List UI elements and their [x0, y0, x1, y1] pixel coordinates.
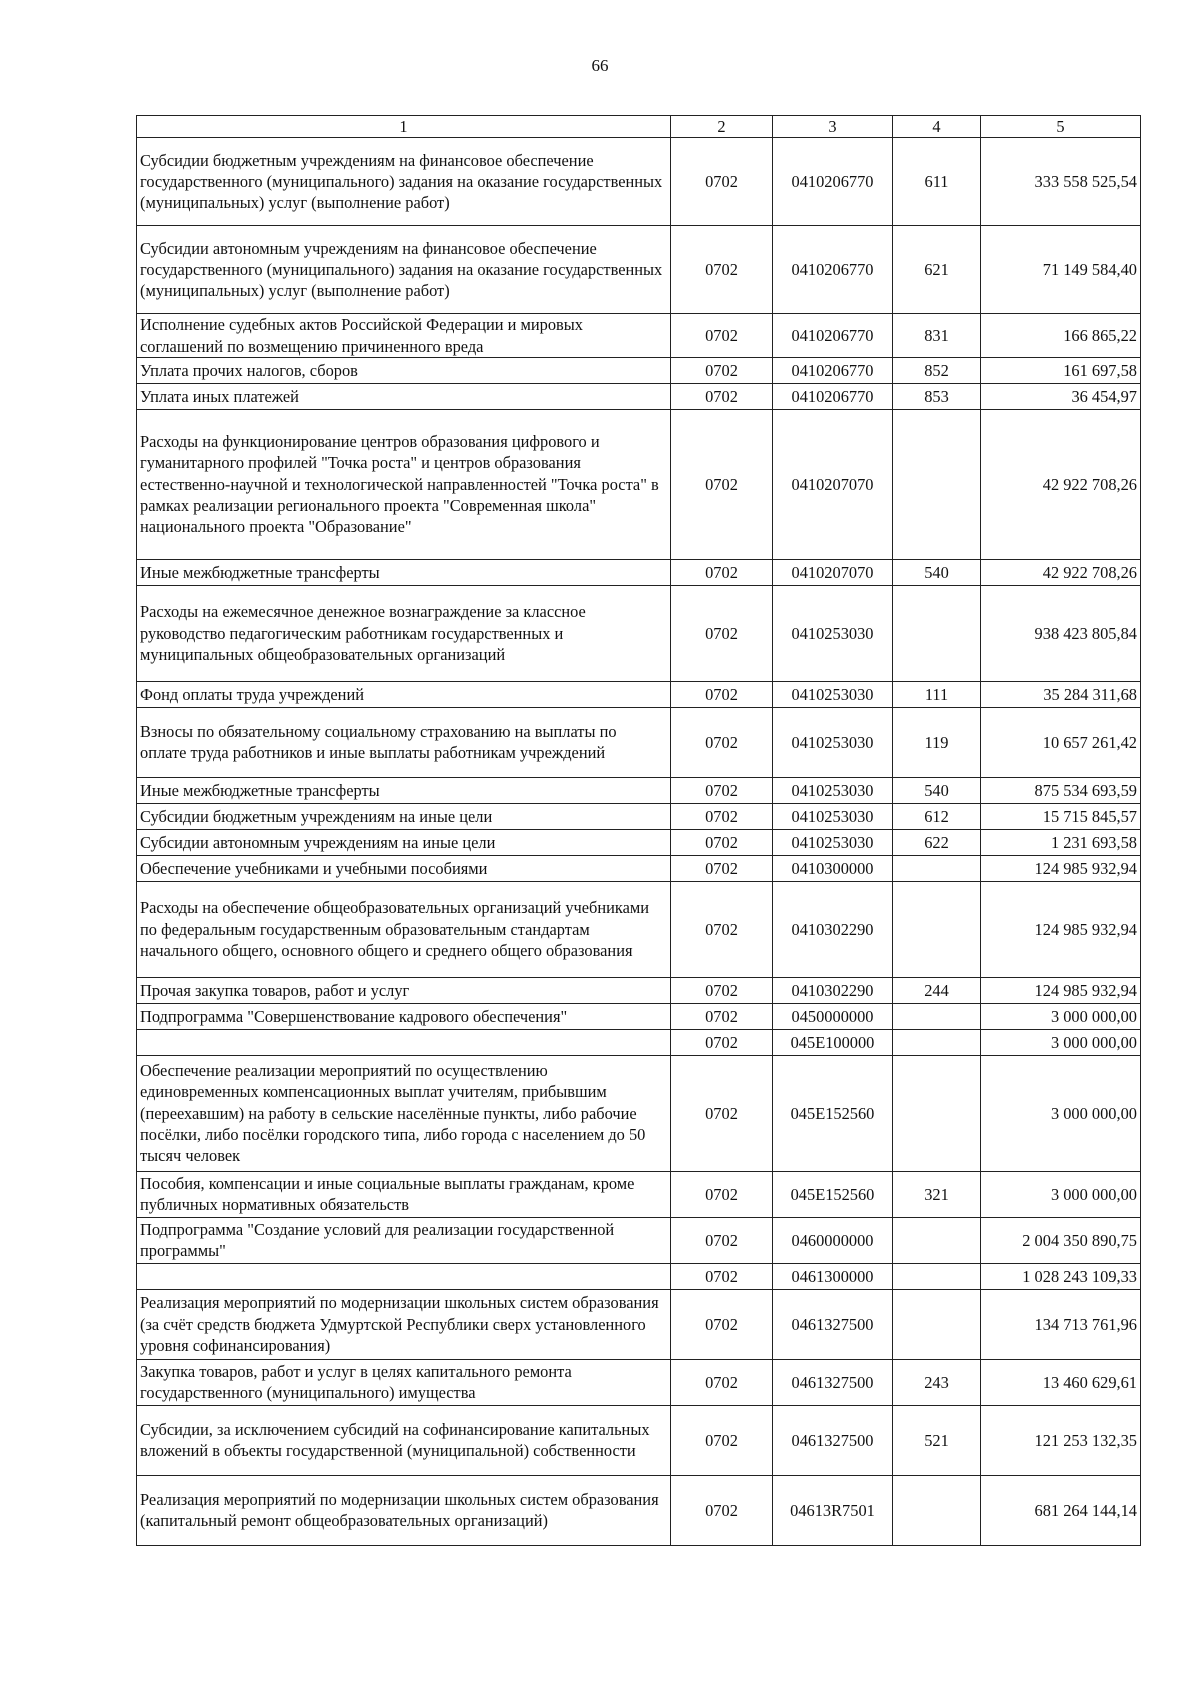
row-expense-type — [893, 1029, 981, 1055]
row-expense-type: 611 — [893, 138, 981, 226]
table-row — [137, 226, 1141, 314]
row-section: 0702 — [671, 1289, 773, 1359]
row-amount: 42 922 708,26 — [981, 409, 1141, 559]
row-name: Субсидии бюджетным учреждениям на финансовое обеспечение государственного (муниципального) задания на оказание государственных (муниципальных) услуг (выполнение работ) — [137, 138, 671, 226]
row-name: Субсидии бюджетным учреждениям на иные цели — [137, 803, 671, 829]
row-target-article: 0461300000 — [773, 1263, 893, 1289]
column-header: 2 — [671, 116, 773, 138]
column-header: 5 — [981, 116, 1141, 138]
row-name: Исполнение судебных актов Российской Федерации и мировых соглашений по возмещению причиненного вреда — [137, 314, 671, 358]
row-target-article: 0450000000 — [773, 1003, 893, 1029]
row-target-article: 0410206770 — [773, 383, 893, 409]
row-expense-type — [893, 409, 981, 559]
row-target-article: 0460000000 — [773, 1217, 893, 1263]
row-section: 0702 — [671, 681, 773, 707]
row-name: Реализация мероприятий по модернизации школьных систем образования (капитальный ремонт общеобразовательных организаций) — [137, 1475, 671, 1545]
row-amount: 13 460 629,61 — [981, 1359, 1141, 1405]
table-row — [137, 1263, 1141, 1289]
row-expense-type: 243 — [893, 1359, 981, 1405]
row-name: Расходы на ежемесячное денежное вознаграждение за классное руководство педагогическим работникам государственных и муниципальных общеобразовательных организаций — [137, 585, 671, 681]
row-expense-type: 540 — [893, 777, 981, 803]
row-section: 0702 — [671, 1055, 773, 1171]
row-section: 0702 — [671, 409, 773, 559]
row-name: Подпрограмма "Совершенствование кадрового обеспечения" — [137, 1003, 671, 1029]
row-section: 0702 — [671, 1217, 773, 1263]
row-expense-type: 622 — [893, 829, 981, 855]
row-amount: 161 697,58 — [981, 357, 1141, 383]
row-amount: 15 715 845,57 — [981, 803, 1141, 829]
table-row — [137, 977, 1141, 1003]
row-name: Прочая закупка товаров, работ и услуг — [137, 977, 671, 1003]
row-section: 0702 — [671, 1171, 773, 1217]
row-target-article: 045E152560 — [773, 1171, 893, 1217]
row-amount: 3 000 000,00 — [981, 1029, 1141, 1055]
row-expense-type: 244 — [893, 977, 981, 1003]
table-row — [137, 1475, 1141, 1545]
row-amount: 1 231 693,58 — [981, 829, 1141, 855]
table-row — [137, 1029, 1141, 1055]
row-section: 0702 — [671, 138, 773, 226]
row-section: 0702 — [671, 226, 773, 314]
row-target-article: 0410300000 — [773, 855, 893, 881]
row-target-article: 0410207070 — [773, 409, 893, 559]
row-expense-type — [893, 881, 981, 977]
row-target-article: 0410206770 — [773, 138, 893, 226]
row-section: 0702 — [671, 1475, 773, 1545]
row-name — [137, 1263, 671, 1289]
table-row — [137, 1055, 1141, 1171]
row-target-article: 04613R7501 — [773, 1475, 893, 1545]
row-expense-type: 321 — [893, 1171, 981, 1217]
row-expense-type: 521 — [893, 1405, 981, 1475]
row-amount: 3 000 000,00 — [981, 1003, 1141, 1029]
table-row — [137, 357, 1141, 383]
table-row — [137, 855, 1141, 881]
row-amount: 938 423 805,84 — [981, 585, 1141, 681]
row-section: 0702 — [671, 829, 773, 855]
row-name: Субсидии автономным учреждениям на финансовое обеспечение государственного (муниципального) задания на оказание государственных (муниципальных) услуг (выполнение работ) — [137, 226, 671, 314]
table-row — [137, 1289, 1141, 1359]
row-amount: 42 922 708,26 — [981, 559, 1141, 585]
row-amount: 124 985 932,94 — [981, 855, 1141, 881]
row-name: Фонд оплаты труда учреждений — [137, 681, 671, 707]
row-target-article: 045E152560 — [773, 1055, 893, 1171]
row-expense-type — [893, 1217, 981, 1263]
row-target-article: 0410206770 — [773, 314, 893, 358]
row-target-article: 0410207070 — [773, 559, 893, 585]
row-expense-type — [893, 1289, 981, 1359]
row-section: 0702 — [671, 1029, 773, 1055]
row-target-article: 0410302290 — [773, 977, 893, 1003]
header-row — [137, 116, 1141, 138]
row-section: 0702 — [671, 1359, 773, 1405]
table-row — [137, 1359, 1141, 1405]
row-name: Взносы по обязательному социальному страхованию на выплаты по оплате труда работников и иные выплаты работникам учреждений — [137, 707, 671, 777]
row-amount: 166 865,22 — [981, 314, 1141, 358]
row-section: 0702 — [671, 855, 773, 881]
row-amount: 124 985 932,94 — [981, 881, 1141, 977]
table-row — [137, 707, 1141, 777]
row-expense-type: 540 — [893, 559, 981, 585]
row-amount: 134 713 761,96 — [981, 1289, 1141, 1359]
row-name: Закупка товаров, работ и услуг в целях капитального ремонта государственного (муниципального) имущества — [137, 1359, 671, 1405]
row-name: Субсидии автономным учреждениям на иные цели — [137, 829, 671, 855]
row-amount: 333 558 525,54 — [981, 138, 1141, 226]
row-target-article: 045E100000 — [773, 1029, 893, 1055]
row-name: Расходы на функционирование центров образования цифрового и гуманитарного профилей "Точка роста" и центров образования естественно-научной и технологической направленностей "Точка роста" в рамках реализации регионального проекта "Современная школа" национального проекта "Образование" — [137, 409, 671, 559]
row-target-article: 0410253030 — [773, 777, 893, 803]
row-expense-type: 119 — [893, 707, 981, 777]
table-row — [137, 829, 1141, 855]
row-target-article: 0410253030 — [773, 707, 893, 777]
row-section: 0702 — [671, 977, 773, 1003]
row-amount: 121 253 132,35 — [981, 1405, 1141, 1475]
table-row — [137, 1217, 1141, 1263]
row-target-article: 0461327500 — [773, 1289, 893, 1359]
row-expense-type: 852 — [893, 357, 981, 383]
row-name: Субсидии, за исключением субсидий на софинансирование капитальных вложений в объекты государственной (муниципальной) собственности — [137, 1405, 671, 1475]
table-row — [137, 383, 1141, 409]
row-name: Подпрограмма "Создание условий для реализации государственной программы" — [137, 1217, 671, 1263]
row-expense-type — [893, 1263, 981, 1289]
row-expense-type: 831 — [893, 314, 981, 358]
row-section: 0702 — [671, 1405, 773, 1475]
row-target-article: 0410253030 — [773, 681, 893, 707]
row-amount: 124 985 932,94 — [981, 977, 1141, 1003]
row-target-article: 0461327500 — [773, 1359, 893, 1405]
table-row — [137, 1171, 1141, 1217]
row-expense-type: 853 — [893, 383, 981, 409]
row-name: Реализация мероприятий по модернизации школьных систем образования (за счёт средств бюджета Удмуртской Республики сверх установленного уровня софинансирования) — [137, 1289, 671, 1359]
row-section: 0702 — [671, 357, 773, 383]
row-section: 0702 — [671, 559, 773, 585]
row-amount: 875 534 693,59 — [981, 777, 1141, 803]
row-name: Обеспечение учебниками и учебными пособиями — [137, 855, 671, 881]
row-name: Расходы на обеспечение общеобразовательных организаций учебниками по федеральным государственным образовательным стандартам начального общего, основного общего и среднего общего образования — [137, 881, 671, 977]
row-expense-type — [893, 1003, 981, 1029]
row-section: 0702 — [671, 1263, 773, 1289]
row-target-article: 0410253030 — [773, 829, 893, 855]
row-amount: 71 149 584,40 — [981, 226, 1141, 314]
row-amount: 36 454,97 — [981, 383, 1141, 409]
row-amount: 681 264 144,14 — [981, 1475, 1141, 1545]
column-header: 1 — [137, 116, 671, 138]
table-row — [137, 138, 1141, 226]
row-section: 0702 — [671, 1003, 773, 1029]
row-name: Иные межбюджетные трансферты — [137, 777, 671, 803]
row-name: Уплата прочих налогов, сборов — [137, 357, 671, 383]
row-target-article: 0410302290 — [773, 881, 893, 977]
page-number: 66 — [591, 56, 609, 75]
row-expense-type: 621 — [893, 226, 981, 314]
row-amount: 2 004 350 890,75 — [981, 1217, 1141, 1263]
row-section: 0702 — [671, 777, 773, 803]
row-name: Иные межбюджетные трансферты — [137, 559, 671, 585]
row-section: 0702 — [671, 383, 773, 409]
row-amount: 3 000 000,00 — [981, 1171, 1141, 1217]
row-section: 0702 — [671, 803, 773, 829]
row-expense-type: 612 — [893, 803, 981, 829]
table-row — [137, 409, 1141, 559]
table-row — [137, 681, 1141, 707]
row-section: 0702 — [671, 707, 773, 777]
row-target-article: 0410253030 — [773, 803, 893, 829]
row-target-article: 0410206770 — [773, 226, 893, 314]
table-row — [137, 1003, 1141, 1029]
row-section: 0702 — [671, 585, 773, 681]
row-amount: 10 657 261,42 — [981, 707, 1141, 777]
table-row — [137, 314, 1141, 358]
row-target-article: 0410253030 — [773, 585, 893, 681]
table-row — [137, 803, 1141, 829]
row-name: Уплата иных платежей — [137, 383, 671, 409]
row-section: 0702 — [671, 881, 773, 977]
row-amount: 3 000 000,00 — [981, 1055, 1141, 1171]
column-header: 3 — [773, 116, 893, 138]
table-row — [137, 559, 1141, 585]
row-amount: 35 284 311,68 — [981, 681, 1141, 707]
table-row — [137, 777, 1141, 803]
row-expense-type — [893, 855, 981, 881]
row-expense-type — [893, 1055, 981, 1171]
table-row — [137, 585, 1141, 681]
row-name: Пособия, компенсации и иные социальные выплаты гражданам, кроме публичных нормативных обязательств — [137, 1171, 671, 1217]
budget-table — [136, 115, 1141, 1546]
row-expense-type — [893, 585, 981, 681]
column-header: 4 — [893, 116, 981, 138]
table-row — [137, 881, 1141, 977]
row-name — [137, 1029, 671, 1055]
row-section: 0702 — [671, 314, 773, 358]
row-target-article: 0410206770 — [773, 357, 893, 383]
row-target-article: 0461327500 — [773, 1405, 893, 1475]
row-expense-type — [893, 1475, 981, 1545]
row-expense-type: 111 — [893, 681, 981, 707]
row-amount: 1 028 243 109,33 — [981, 1263, 1141, 1289]
row-name: Обеспечение реализации мероприятий по осуществлению единовременных компенсационных выплат учителям, прибывшим (переехавшим) на работу в сельские населённые пункты, либо рабочие посёлки, либо посёлки городского типа, либо города с населением до 50 тысяч человек — [137, 1055, 671, 1171]
table-row — [137, 1405, 1141, 1475]
